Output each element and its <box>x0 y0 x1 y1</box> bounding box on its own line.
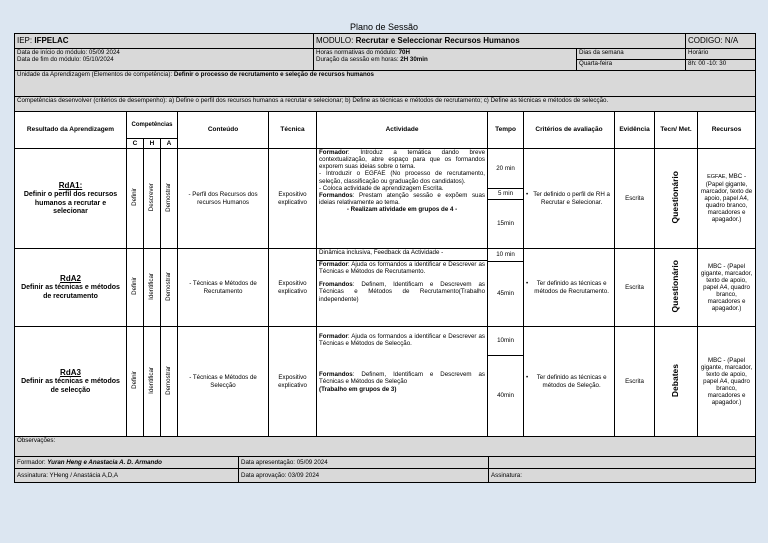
col-recursos: Recursos <box>698 112 756 149</box>
tempo-2: 10 min 45min <box>488 249 524 327</box>
col-competencias: Competências <box>127 112 178 139</box>
modulo-cell: MODULO: Recrutar e Seleccionar Recursos Humanos <box>314 34 686 49</box>
metodo-3: Debates <box>670 363 681 397</box>
table-row <box>15 149 756 249</box>
competencias-cell: Competências desenvolver (critérios de desempenho): a) Define o perfil dos recursos humanos a recrutar e selecionar; b) Define as técnicas e métodos de recrutamento; c) Define as técnicas e métodos de selecção. <box>15 97 756 113</box>
competencia-a: Demostrar <box>165 365 173 395</box>
col-h: H <box>144 139 161 149</box>
competencia-c: Definir <box>131 188 139 207</box>
conteudo-2: - Técnicas e Métodos de Recrutamento <box>178 249 269 327</box>
recursos-3: MBC - (Papel gigante, marcador, texto de apoio, papel A4, quadro branco, marcadores e apagador.) <box>698 327 756 437</box>
tempo-3: 10min 40min <box>488 327 524 437</box>
actividade-3: Formador: Ajuda os formandos a identificar e Descrever as Técnicas e Métodos de Selecção. Formandos: Definem, Identificam e Descrevem as Técnicas e Métodos de Seleção (Trabalho em grupos de 3) <box>317 327 488 437</box>
col-criterios: Critérios de avaliação <box>524 112 615 149</box>
tecnica-2: Expositivo explicativo <box>269 249 317 327</box>
criterio-1: • Ter definido o perfil de RH a Recrutar e Selecionar. <box>524 149 615 249</box>
codigo-cell: CODIGO: N/A <box>686 34 756 49</box>
col-tecn: Tecn/ Met. <box>655 112 698 149</box>
competencia-a: Demostrar <box>165 182 173 212</box>
criterio-2: • Ter definido as técnicas e métodos de Recrutamento. <box>524 249 615 327</box>
tecnica-1: Expositivo explicativo <box>269 149 317 249</box>
horario-cell: Horário 8h: 00 -10: 30 <box>686 49 756 71</box>
competencia-a: Demostrar <box>165 271 173 301</box>
tecnica-3: Expositivo explicativo <box>269 327 317 437</box>
dias-cell: Dias da semana Quarta-feira <box>577 49 686 71</box>
table-row <box>15 249 756 327</box>
observacoes-cell: Observações: <box>15 437 756 457</box>
col-c: C <box>127 139 144 149</box>
competencia-h: Descrever <box>148 183 156 212</box>
col-a: A <box>161 139 178 149</box>
competencia-h: Identificar <box>148 273 156 300</box>
header-table <box>14 33 756 113</box>
iep-cell: IEP: IFPELAC <box>15 34 314 49</box>
datas-modulo-cell: Data de início do módulo: 05/09 2024 Data de fim do módulo: 05/10/2024 <box>15 49 314 71</box>
footer-table <box>14 436 756 483</box>
competencia-h: Identificar <box>148 367 156 394</box>
col-conteudo: Conteúdo <box>178 112 269 149</box>
col-tempo: Tempo <box>488 112 524 149</box>
assinatura-formador-cell: Assinatura: YHeng / Anastácia A,D,A <box>15 469 239 483</box>
rda-3: RdA3 Definir as técnicas e métodos de selecção <box>15 327 127 437</box>
col-evidencia: Evidência <box>615 112 655 149</box>
main-table <box>14 111 756 437</box>
metodo-1: Questionário <box>670 171 681 224</box>
assinatura-cell: Assinatura: <box>489 469 756 483</box>
unidade-cell: Unidade da Aprendizagem (Elementos de competência): Definir o processo de recrutamento e seleção de recursos humanos <box>15 71 756 97</box>
tempo-1: 20 min 5 min 15min <box>488 149 524 249</box>
competencia-c: Definir <box>131 371 139 390</box>
data-apresentacao-cell: Data apresentação: 05/09 2024 <box>239 457 489 469</box>
formador-cell: Formador: Yuran Heng e Anastacia A. D. Armando <box>15 457 239 469</box>
col-resultado: Resultado da Aprendizagem <box>15 112 127 149</box>
conteudo-1: - Perfil dos Recursos dos recursos Humanos <box>178 149 269 249</box>
actividade-2: Dinâmica inclusiva, Feedback da Actividade - Formador: Ajuda os formandos a identificar e Descrever as Técnicas e Métodos de Recrutamento. Fromandos: Definem, Identificam e Descrevem as Técnicas e Métodos de Recrutamento(Trabalho independente) <box>317 249 488 327</box>
evidencia-1: Escrita <box>615 149 655 249</box>
col-actividade: Actividade <box>317 112 488 149</box>
evidencia-3: Escrita <box>615 327 655 437</box>
criterio-3: • Ter definido as técnicas e métodos de Seleção. <box>524 327 615 437</box>
recursos-2: MBC - (Papel gigante, marcador, texto de apoio, papel A4, quadro branco, marcadores e apagador.) <box>698 249 756 327</box>
actividade-1: Formador: Introduz a temática dando breve contextualização, abre espaço para que os formandos exporem suas ideias sobre o tema. - Introduzir o EGFAE (No processo de recrutamento, seleção, classificação ou graduação dos candidatos). - Coloca actividade de aprendizagem Escrita. Formandos: Prestam atenção sessão e expõem suas ideias relativamente ao tema. - Realizam atividade em grupos de 4 - <box>317 149 488 249</box>
data-aprovacao-cell: Data aprovação: 03/09 2024 <box>239 469 489 483</box>
rda-2: RdA2 Definir as técnicas e métodos de recrutamento <box>15 249 127 327</box>
horas-cell: Horas normativas do módulo: 70H Duração da sessão em horas: 2H 30min <box>314 49 577 71</box>
recursos-1: EGFAE, MBC - (Papel gigante, marcador, texto de apoio, papel A4, quadro branco, marcadores e apagador.) <box>698 149 756 249</box>
table-row <box>15 327 756 437</box>
evidencia-2: Escrita <box>615 249 655 327</box>
col-tecnica: Técnica <box>269 112 317 149</box>
rda-1: RdA1: Definir o perfil dos recursos humanos a recrutar e selecionar <box>15 149 127 249</box>
page-title: Plano de Sessão <box>349 22 419 32</box>
metodo-2: Questionário <box>670 260 681 313</box>
competencia-c: Definir <box>131 277 139 296</box>
conteudo-3: - Técnicas e Métodos de Selecção <box>178 327 269 437</box>
